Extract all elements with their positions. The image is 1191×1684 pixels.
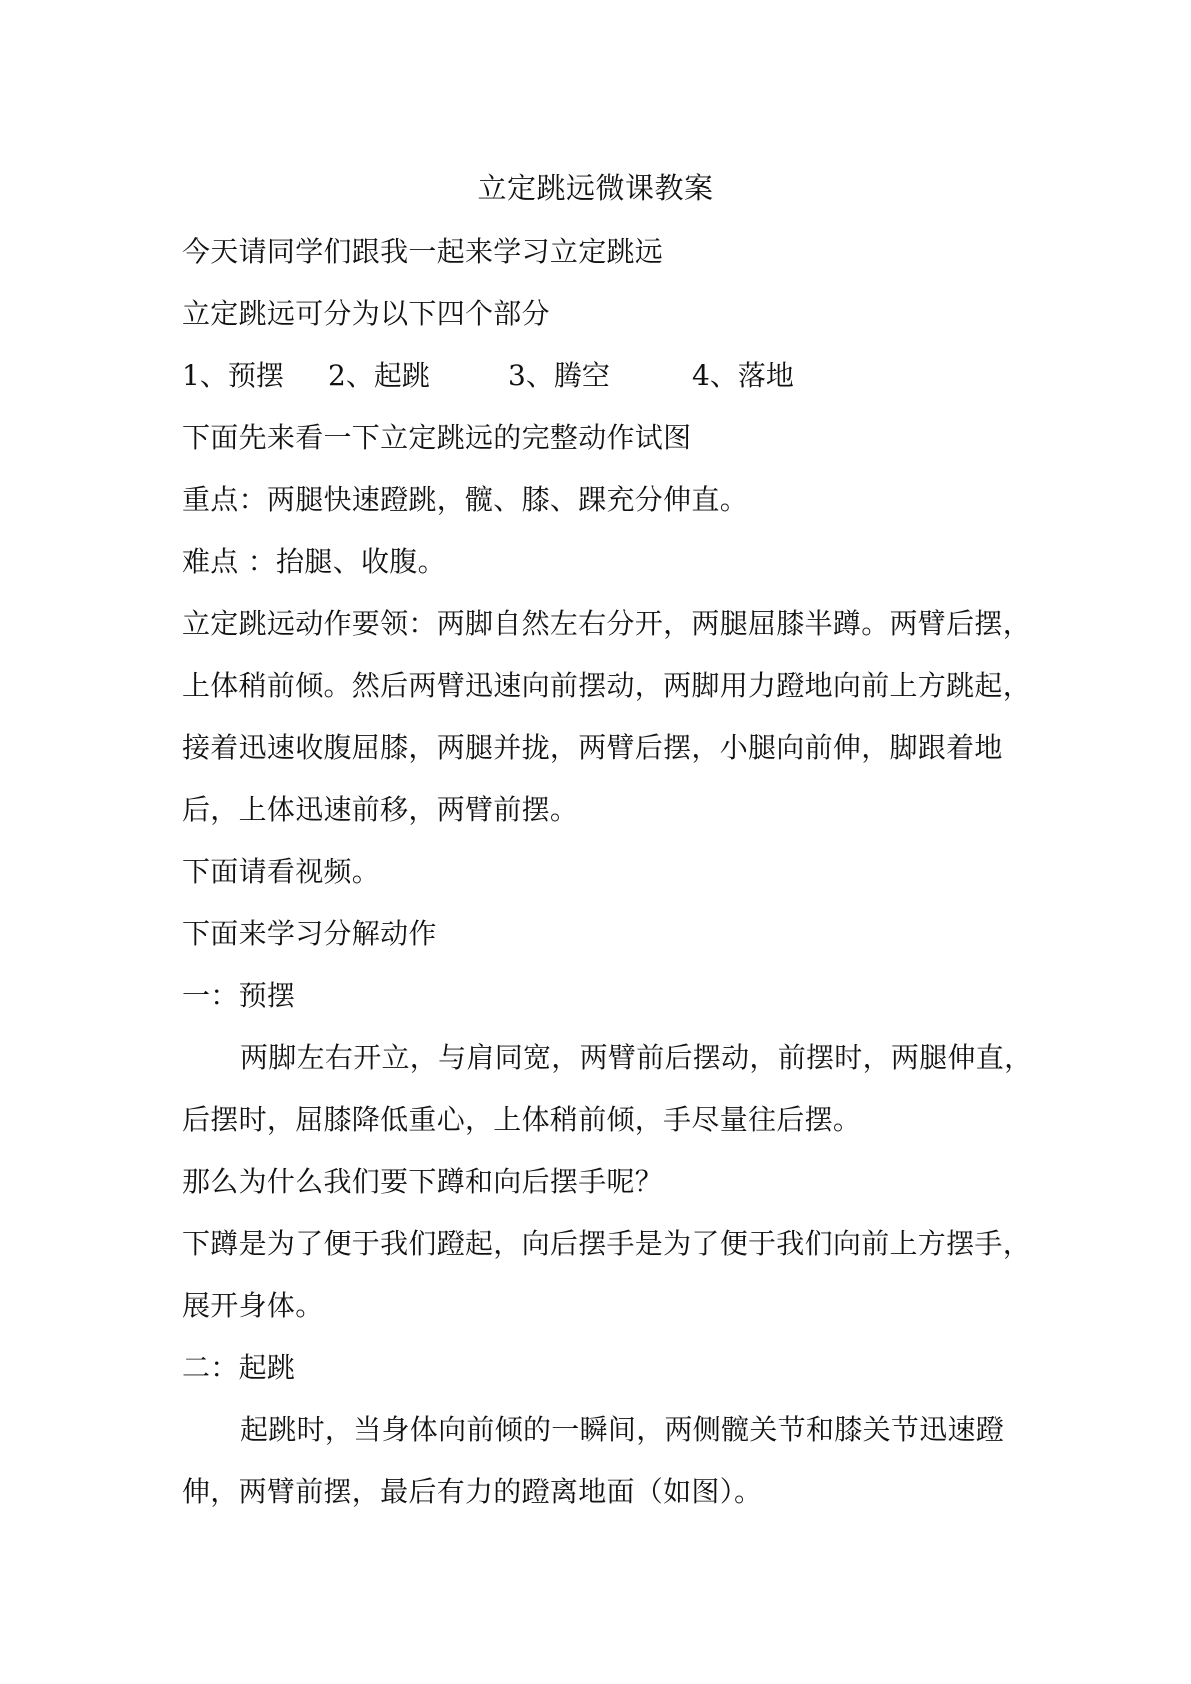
part-item: 4、落地 — [692, 359, 794, 392]
part-item: 1、预摆 — [182, 359, 284, 392]
learn-breakdown-text: 下面来学习分解动作 — [182, 917, 437, 950]
part-item: 3、腾空 — [508, 359, 610, 392]
section1-answer-line: 下蹲是为了便于我们蹬起，向后摆手是为了便于我们向前上方摆手， — [182, 1227, 1032, 1260]
essentials-line: 立定跳远动作要领：两脚自然左右分开，两腿屈膝半蹲。两臂后摆， — [182, 607, 1032, 640]
part-item: 2、起跳 — [328, 359, 430, 392]
difficulty-text: 难点 ：抬腿、收腹。 — [182, 545, 446, 578]
section1-question: 那么为什么我们要下蹲和向后摆手呢？ — [182, 1165, 664, 1198]
view-full-text: 下面先来看一下立定跳远的完整动作试图 — [182, 421, 692, 454]
divide-text: 立定跳远可分为以下四个部分 — [182, 297, 550, 330]
section1-body-line: 后摆时，屈膝降低重心，上体稍前倾，手尽量往后摆。 — [182, 1103, 862, 1136]
section2-heading: 二：起跳 — [182, 1351, 296, 1384]
document-title: 立定跳远微课教案 — [477, 171, 714, 205]
section1-body-line: 两脚左右开立，与肩同宽，两臂前后摆动，前摆时，两腿伸直， — [240, 1041, 1033, 1074]
essentials-line: 接着迅速收腹屈膝，两腿并拢，两臂后摆，小腿向前伸，脚跟着地 — [182, 731, 1003, 764]
section2-body-line: 起跳时，当身体向前倾的一瞬间，两侧髋关节和膝关节迅速蹬 — [240, 1413, 1005, 1446]
section1-heading: 一：预摆 — [182, 979, 296, 1012]
essentials-line: 后，上体迅速前移，两臂前摆。 — [182, 793, 579, 826]
key-point-text: 重点：两腿快速蹬跳，髋、膝、踝充分伸直。 — [182, 483, 749, 516]
section2-body-line: 伸，两臂前摆，最后有力的蹬离地面（如图）。 — [182, 1475, 763, 1508]
watch-video-text: 下面请看视频。 — [182, 855, 381, 888]
essentials-line: 上体稍前倾。然后两臂迅速向前摆动，两脚用力蹬地向前上方跳起， — [182, 669, 1032, 702]
intro-text: 今天请同学们跟我一起来学习立定跳远 — [182, 235, 664, 268]
section1-answer-line: 展开身体。 — [182, 1289, 324, 1322]
